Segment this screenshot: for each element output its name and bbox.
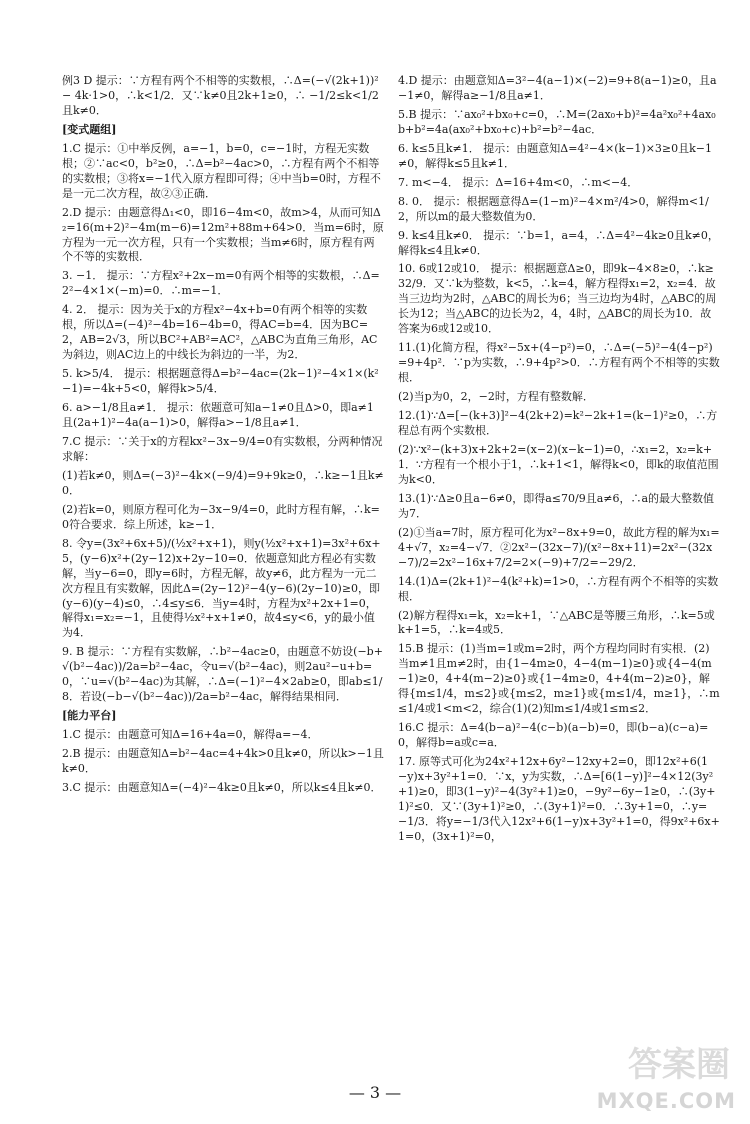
watermark-site: MXQE.COM: [596, 1089, 736, 1114]
answer-paragraph: 7. m<−4． 提示：Δ=16+4m<0，∴m<−4．: [398, 175, 639, 189]
answer-paragraph: (2)当p为0，2，−2时，方程有整数解．: [398, 390, 594, 404]
answer-paragraph: 4.D 提示：由题意知Δ=3²−4(a−1)×(−2)=9+8(a−1)≥0，且a−1≠0，解得a≥−1/8且a≠1．: [398, 74, 717, 102]
answer-paragraph: 4. 2． 提示：因为关于x的方程x²−4x+b=0有两个相等的实数根，所以Δ=(−4)²−4b=16−4b=0，得AC=b=4．因为BC=2，AB=2√3，所以BC²+AB²=AC²，△ABC为直角三角形，AC为斜边，则AC边上的中线长为斜边的一半，为2．: [62, 303, 378, 362]
answer-paragraph: 3. −1． 提示：∵方程x²+2x−m=0有两个相等的实数根，∴Δ=2²−4×1×(−m)=0．∴m=−1．: [62, 269, 380, 298]
answer-paragraph: 8. 令y=(3x²+6x+5)/(½x²+x+1)，则y(½x²+x+1)=3x²+6x+5，(y−6)x²+(2y−12)x+2y−10=0．依题意知此方程必有实数解，当y−6=0，即y=6时，方程无解，故y≠6，此方程为一元二次方程且有实数解，因此Δ=(2y−12)²−4(y−6)(2y−10)≥0，即(y−6)(y−4)≤0，∴4≤y≤6．当y=4时，方程为x²+2x+1=0，解得x₁=x₂=−1，且使得½x²+x+1≠0，故4≤y<6，y的最小值为4．: [62, 536, 381, 640]
page-number: — 3 —: [348, 1083, 402, 1102]
answer-paragraph: 7.C 提示：∵关于x的方程kx²−3x−9/4=0有实数根，分两种情况求解：: [62, 434, 383, 463]
answer-paragraph: 例3 D 提示：∵方程有两个不相等的实数根，∴Δ=(−√(2k+1))² − 4k·1>0，∴k<1/2．又∵k≠0且2k+1≥0，∴ −1/2≤k<1/2且k≠0．: [62, 74, 379, 117]
answer-paragraph: 9. k≤4且k≠0． 提示：∵b=1，a=4，∴Δ=4²−4k≥0且k≠0，解得k≤4且k≠0．: [398, 228, 719, 257]
answer-paragraph: 1.C 提示：由题意可知Δ=16+4a=0，解得a=−4．: [62, 728, 319, 742]
watermark: [586, 1042, 736, 1116]
answer-paragraph: 15.B 提示：(1)当m=1或m=2时，两个方程均同时有实根．(2)当m≠1且m≠2时，由{1−4m≥0，4−4(m−1)≥0}或{4−4(m−1)≥0，4+4(m−2)≥0}或{1−4m≥0，4+4(m−2)≥0}，解得{m≤1/4，m≤2}或{m≤2，m≥1}或{m≤1/4，m≥1}，∴m≤1/4或1<m<2，综合(1)(2)知m≤1/4或1≤m≤2．: [398, 642, 720, 716]
answer-paragraph: 12.(1)∵Δ=[−(k+3)]²−4(2k+2)=k²−2k+1=(k−1)²≥0，∴方程总有两个实数根．: [398, 409, 718, 438]
answer-paragraph: (1)若k≠0，则Δ=(−3)²−4k×(−9/4)=9+9k≥0，∴k≥−1且k≠0．: [62, 468, 384, 497]
section-heading: [能力平台]: [62, 709, 117, 723]
answer-paragraph: 6. a>−1/8且a≠1． 提示：依题意可知a−1≠0且Δ>0，即a≠1且(2a+1)²−4a(a−1)>0，解得a>−1/8且a≠1．: [62, 401, 374, 430]
answer-paragraph: (2)①当a=7时，原方程可化为x²−8x+9=0，故此方程的解为x₁=4+√7，x₂=4−√7．②2x²−(32x−7)/(x²−8x+11)=2x²−(32x−7)/2=2x²−16x+7/2=2×(−9)+7/2=−29/2．: [398, 525, 720, 569]
answer-paragraph: 9. B 提示：∵方程有实数解，∴b²−4ac≥0，由题意不妨设(−b+√(b²−4ac))/2a=b²−4ac，令u=√(b²−4ac)，则2au²−u+b=0，∵u=√(b²−4ac)为其解，∴Δ=(−1)²−4×2ab≥0，即ab≤1/8．若设(−b−√(b²−4ac))/2a=b²−4ac，解得结果相同．: [62, 645, 383, 704]
answer-paragraph: 13.(1)∵Δ≥0且a−6≠0，即得a≤70/9且a≠6，∴a的最大整数值为7．: [398, 491, 715, 520]
answer-paragraph: (2)解方程得x₁=k，x₂=k+1，∵△ABC是等腰三角形，∴k=5或k+1=5，∴k=4或5．: [398, 608, 715, 637]
answer-paragraph: 2.B 提示：由题意知Δ=b²−4ac=4+4k>0且k≠0，所以k>−1且k≠0．: [62, 747, 384, 776]
answer-paragraph: 5.B 提示：∵ax₀²+bx₀+c=0，∴M=(2ax₀+b)²=4a²x₀²+4ax₀b+b²=4a(ax₀²+bx₀+c)+b²=b²−4ac．: [398, 107, 716, 136]
answer-paragraph: 10. 6或12或10． 提示：根据题意Δ≥0，即9k−4×8≥0，∴k≥32/9．又∵k为整数，k<5，∴k=4，解方程得x₁=2，x₂=4．故当三边均为2时，△ABC的周长为6；当三边均为4时，△ABC的周长为12；当△ABC的边长为2，4，4时，△ABC的周长为10．故答案为6或12或10．: [398, 262, 717, 336]
answer-paragraph: 14.(1)Δ=(2k+1)²−4(k²+k)=1>0，∴方程有两个不相等的实数根．: [398, 574, 719, 603]
answer-paragraph: 11.(1)化简方程，得x²−5x+(4−p²)=0，∴Δ=(−5)²−4(4−p²)=9+4p²．∵p为实数，∴9+4p²>0．∴方程有两个不相等的实数根．: [398, 341, 720, 385]
left-column: [62, 74, 384, 800]
answer-paragraph: (2)若k=0，则原方程可化为−3x−9/4=0，此时方程有解，∴k=0符合要求．综上所述，k≥−1．: [62, 502, 380, 531]
answer-paragraph: (2)∵x²−(k+3)x+2k+2=(x−2)(x−k−1)=0，∴x₁=2，x₂=k+1．∵方程有一个根小于1，∴k+1<1，解得k<0，即k的取值范围为k<0．: [398, 442, 719, 486]
answer-paragraph: 5. k>5/4． 提示：根据题意得Δ=b²−4ac=(2k−1)²−4×1×(k²−1)=−4k+5<0，解得k>5/4．: [62, 367, 379, 396]
right-column: [398, 74, 720, 849]
answer-paragraph: 2.D 提示：由题意得Δ₁<0，即16−4m<0，故m>4，从而可知Δ₂=16(m+2)²−4m(m−6)=12m²+88m+64>0．当m=6时，原方程为一元一次方程，只有一个实数根；当m≠6时，原方程有两个不等的实数根．: [62, 205, 384, 264]
answer-paragraph: 16.C 提示：Δ=4(b−a)²−4(c−b)(a−b)=0，即(b−a)(c−a)=0，解得b=a或c=a．: [398, 721, 709, 750]
answer-paragraph: 1.C 提示：①中举反例，a=−1，b=0，c=−1时，方程无实数根；②∵ac<0，b²≥0，∴Δ=b²−4ac>0，∴方程有两个不相等的实数根；③将x=−1代入原方程即可得；④中当b=0时，方程不是一元二次方程，故②③正确．: [62, 141, 381, 200]
section-heading: [变式题组]: [62, 122, 117, 136]
watermark-logo: 答案圈: [628, 1045, 730, 1085]
answer-paragraph: 17. 原等式可化为24x²+12x+6y²−12xy+2=0，即12x²+6(1−y)x+3y²+1=0．∵x，y为实数，∴Δ=[6(1−y)]²−4×12(3y²+1)≥0，即3(1−y)²−4(3y²+1)≥0，−9y²−6y−1≥0，∴(3y+1)²≤0．又∵(3y+1)²≥0，∴(3y+1)²=0．∴3y+1=0，∴y=−1/3．将y=−1/3代入12x²+6(1−y)x+3y²+1=0，得9x²+6x+1=0，(3x+1)²=0，: [398, 755, 720, 843]
answer-paragraph: 8. 0． 提示：根据题意得Δ=(1−m)²−4×m²/4>0，解得m<1/2，所以m的最大整数值为0．: [398, 194, 709, 223]
answer-paragraph: 6. k≤5且k≠1． 提示：由题意知Δ=4²−4×(k−1)×3≥0且k−1≠0，解得k≤5且k≠1．: [398, 141, 713, 170]
answer-paragraph: 3.C 提示：由题意知Δ=(−4)²−4k≥0且k≠0，所以k≤4且k≠0．: [62, 780, 382, 794]
